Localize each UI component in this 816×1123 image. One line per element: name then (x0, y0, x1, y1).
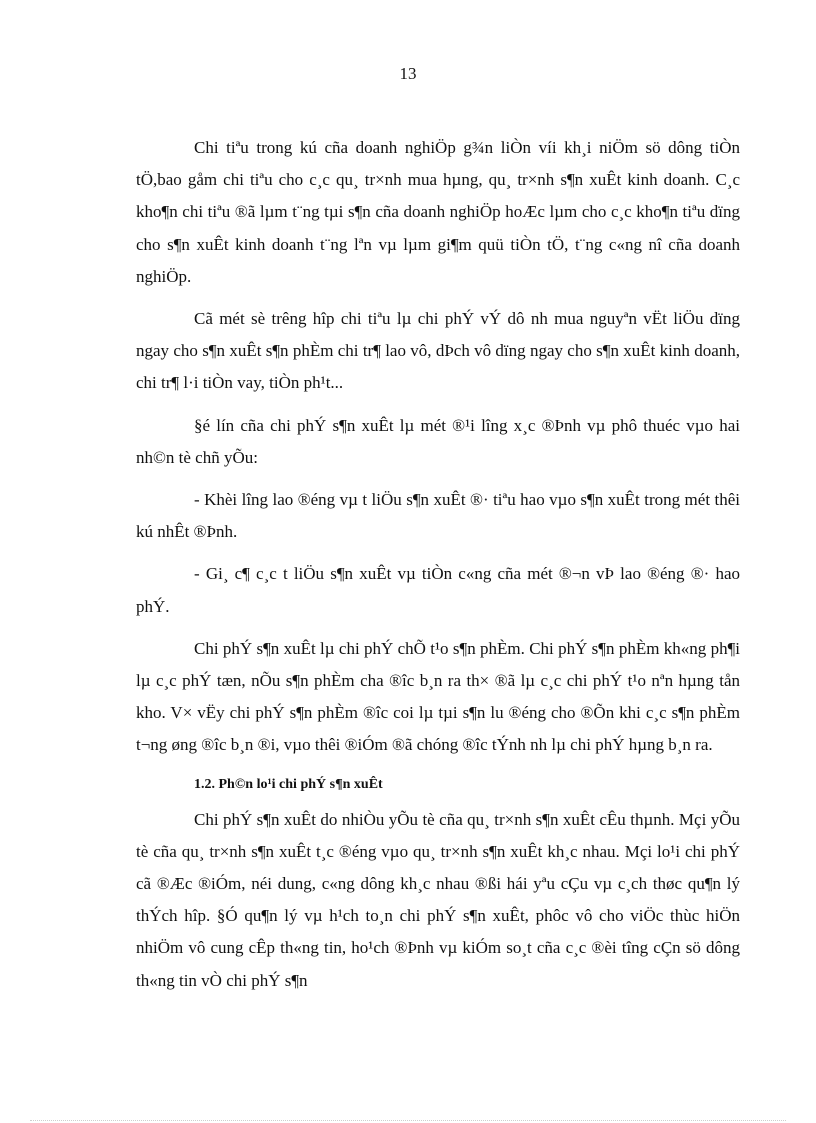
list-item-paragraph: - Khèi lîng lao ®éng vµ t liÖu s¶n xuÊt ®· tiªu hao vµo s¶n xuÊt trong mét thêi kú nhÊt ®Þnh. (136, 490, 740, 542)
document-body (136, 132, 740, 1007)
paragraph: Chi phÝ s¶n xuÊt do nhiÒu yÕu tè cña qu¸ tr×nh s¶n xuÊt cÊu thµnh. Mçi yÕu tè cña qu¸ tr×nh s¶n xuÊt t¸c ®éng vµo qu¸ tr×nh s¶n xuÊt kh¸c nhau. Mçi lo¹i chi phÝ cã ®Æc ®iÓm, néi dung, c«ng dông kh¸c nhau ®ßi hái yªu cÇu vµ c¸ch thøc qu¶n lý thÝch hîp. §Ó qu¶n lý vµ h¹ch to¸n chi phÝ s¶n xuÊt, phôc vô cho viÖc thùc hiÖn nhiÖm vô cung cÊp th«ng tin, ho¹ch ®Þnh vµ kiÓm so¸t cña c¸c ®èi tîng cÇn sö dông th«ng tin vÒ chi phÝ s¶n (136, 809, 740, 990)
paragraph: Chi tiªu trong kú cña doanh nghiÖp g¾n liÒn víi kh¸i niÖm sö dông tiÒn tÖ,bao gåm chi tiªu cho c¸c qu¸ tr×nh mua hµng, qu¸ tr×nh s¶n xuÊt kinh doanh. C¸c kho¶n chi tiªu ®ã lµm t¨ng tµi s¶n cña doanh nghiÖp hoÆc lµm cho c¸c kho¶n tiªu dïng cho s¶n xuÊt kinh doanh t¨ng lªn vµ lµm gi¶m quü tiÒn tÖ, t¨ng c«ng nî cña doanh nghiÖp. (136, 138, 740, 286)
paragraph: §é lín cña chi phÝ s¶n xuÊt lµ mét ®¹i lîng x¸c ®Þnh vµ phô thuéc vµo hai nh©n tè chñ yÕu: (136, 415, 740, 467)
paragraph: Cã mét sè trêng hîp chi tiªu lµ chi phÝ vÝ dô nh mua nguyªn vËt liÖu dïng ngay cho s¶n xuÊt s¶n phÈm chi tr¶ lao vô, dÞch vô dïng ngay cho s¶n xuÊt kinh doanh, chi tr¶ l·i tiÒn vay, tiÒn ph¹t... (136, 309, 740, 393)
paragraph: Chi phÝ s¶n xuÊt lµ chi phÝ chÕ t¹o s¶n phÈm. Chi phÝ s¶n phÈm kh«ng ph¶i lµ c¸c phÝ tæn, nÕu s¶n phÈm cha ®îc b¸n ra th× ®ã lµ c¸c chi phÝ t¹o nªn hµng tån kho. V× vËy chi phÝ s¶n phÈm ®îc coi lµ tµi s¶n lu ®éng cho ®Õn khi c¸c s¶n phÈm t¬ng øng ®îc b¸n ®i, vµo thêi ®iÓm ®ã chóng ®îc tÝnh nh lµ chi phÝ hµng b¸n ra. (136, 638, 740, 755)
page-bottom-divider (30, 1120, 786, 1121)
page-number: 13 (399, 64, 417, 83)
list-item-paragraph: - Gi¸ c¶ c¸c t liÖu s¶n xuÊt vµ tiÒn c«ng cña mét ®¬n vÞ lao ®éng ®· hao phÝ. (136, 564, 740, 616)
section-heading: 1.2. Ph©n lo¹i chi phÝ s¶n xuÊt (194, 776, 383, 792)
